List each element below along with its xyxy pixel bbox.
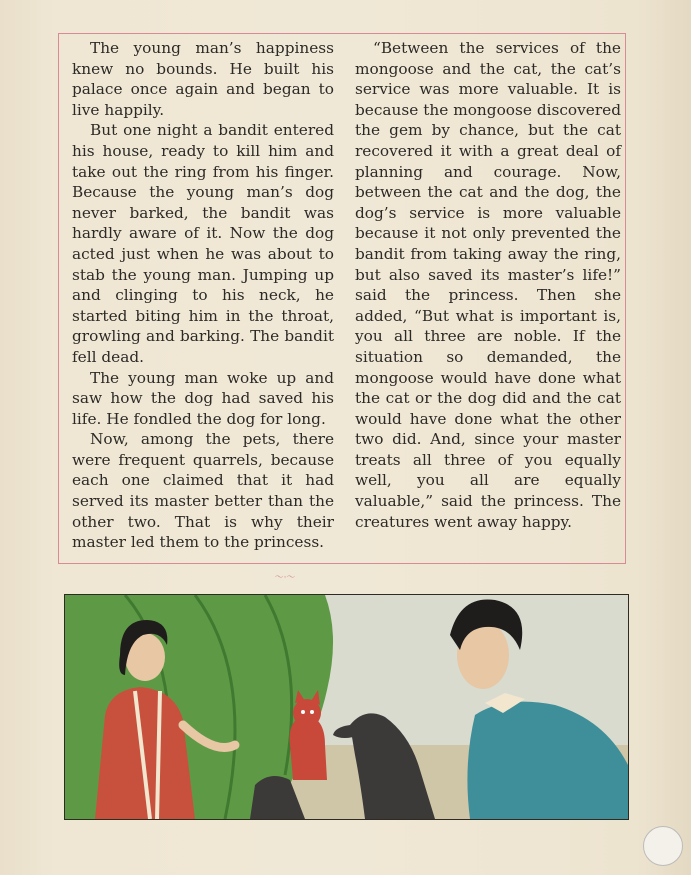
library-stamp (643, 826, 683, 866)
left-text-column (72, 38, 334, 553)
paragraph: The young man woke up and saw how the dog had saved his life. He fondled the dog for long. (72, 368, 334, 428)
paragraph: But one night a bandit entered his house, ready to kill him and take out the ring from his finger. Because the young man’s dog never barked, the bandit was hardly aware of it. Now the dog acted just when he was about to stab the young man. Jumping up and clinging to his neck, he started biting him in the throat, growling and barking. The bandit fell dead. (72, 121, 334, 366)
right-text-column (355, 38, 621, 532)
paragraph: “Between the services of the mongoose and the cat, the cat’s service was more valuable. It is because the mongoose discovered the gem by chance, but the cat recovered it with a great deal of planning and courage. Now, between the cat and the dog, the dog’s service is more valuable because it not only prevented the bandit from taking away the ring, but also saved its master’s life!” said the princess. Then she added, “But what is important is, you all three are noble. If the situation so demanded, the mongoose would have done what the cat or the dog did and the cat would have done what the other two did. And, since your master treats all three of you equally well, you all are equally valuable,” said the princess. The creatures went away happy. (355, 39, 621, 531)
paragraph: The young man’s happiness knew no bounds. He built his palace once again and began to live happily. (72, 39, 334, 119)
illustration-drawing (65, 595, 628, 819)
paragraph: Now, among the pets, there were frequent quarrels, because each one claimed that it had served its master better than the other two. That is why their master led them to the princess. (72, 430, 334, 552)
story-illustration (64, 594, 629, 820)
ornament-divider: 〜·〜 (274, 573, 296, 583)
